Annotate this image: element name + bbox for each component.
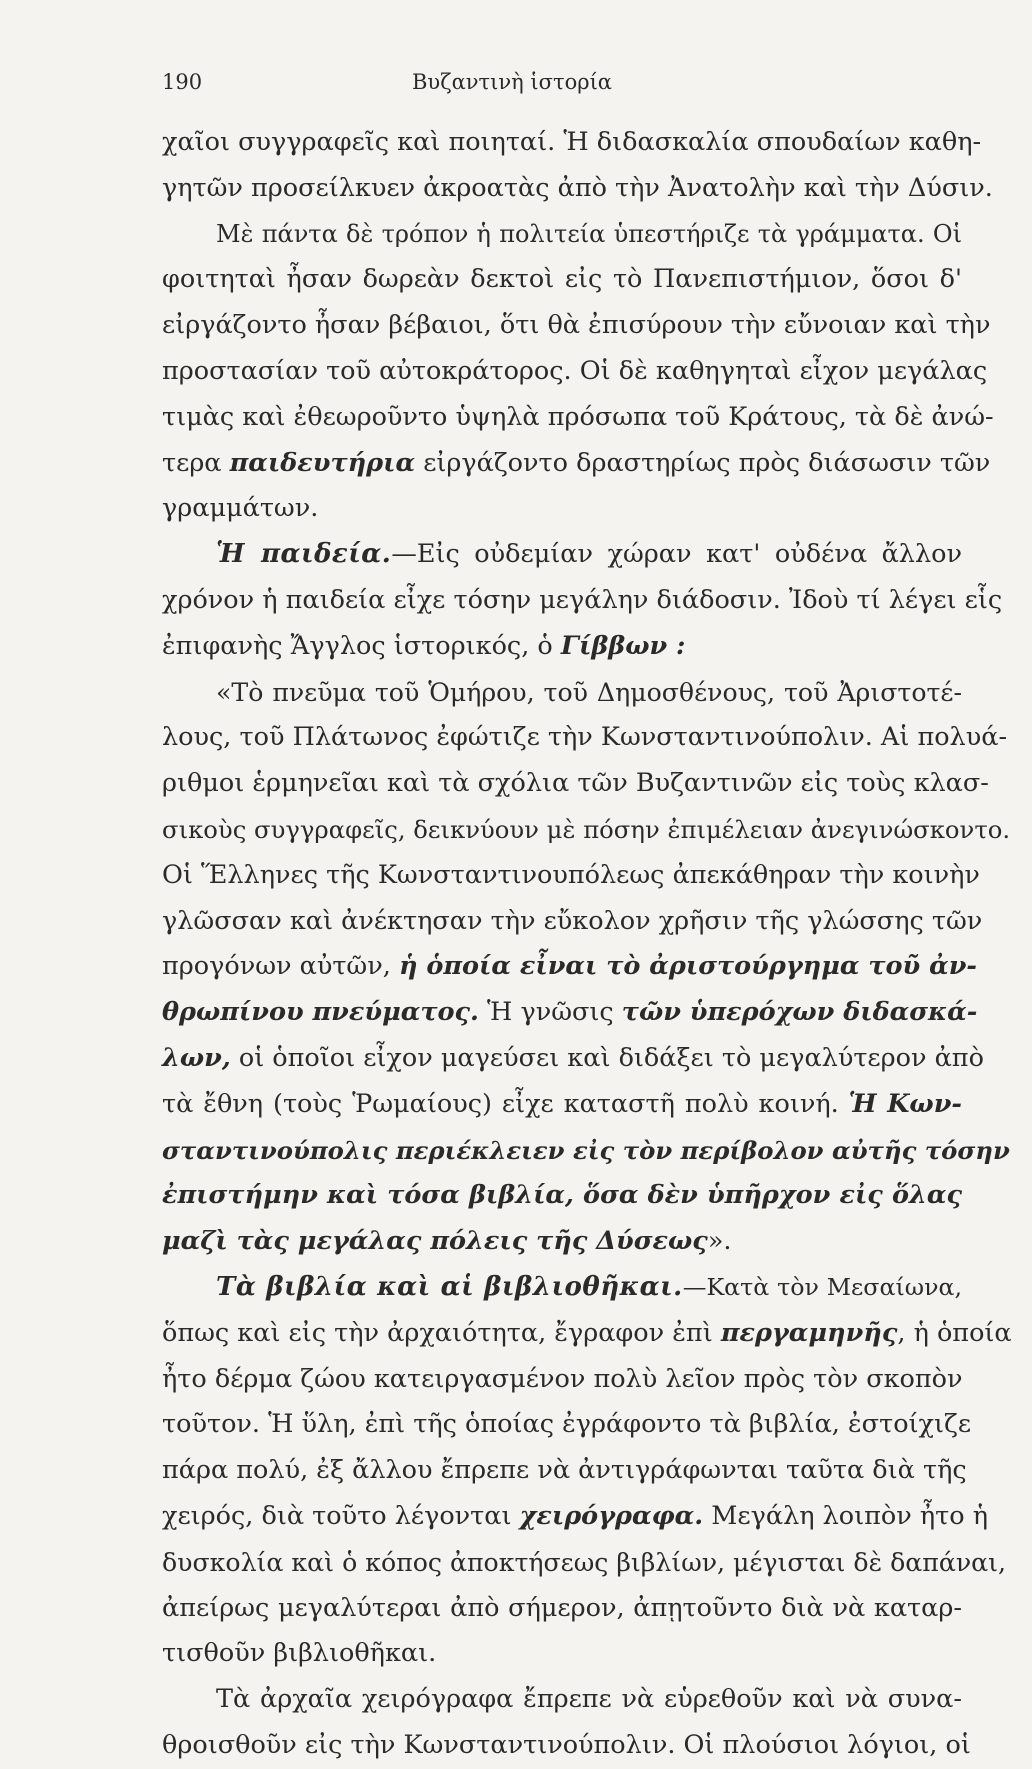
text-line: [162, 1540, 1007, 1586]
section-heading: Ἡ παιδεία.: [216, 539, 392, 570]
text-span: Ἡ γνῶσις: [487, 997, 614, 1028]
text-line: [162, 1494, 988, 1540]
text-line: [162, 212, 962, 258]
emphasis: ἡ ὁποία εἶναι τὸ ἀριστούργημα τοῦ ἀν-: [398, 951, 978, 982]
text-line: [162, 1677, 962, 1723]
text-span: χειρός, διὰ τοῦτο λέγονται: [162, 1500, 512, 1531]
text-line: [162, 395, 994, 441]
text-line: [162, 1311, 1012, 1357]
text-line: [162, 303, 991, 349]
emphasis: χειρόγραφα.: [519, 1500, 704, 1531]
text-line: [162, 257, 962, 303]
text-line: [162, 1036, 984, 1082]
text-line: [162, 1402, 972, 1448]
text-span: τερα: [162, 447, 222, 478]
running-title: Βυζαντινὴ ἱστορία: [412, 70, 612, 94]
text-span: πάρα πολύ, ἐξ ἄλλου ἔπρεπε νὰ ἀντιγράφωνται ταῦτα διὰ τῆς: [162, 1455, 967, 1486]
text-span: Τὰ ἀρχαῖα χειρόγραφα ἔπρεπε νὰ εὑρεθοῦν καὶ νὰ συνα-: [216, 1684, 962, 1715]
text-line: [162, 990, 978, 1036]
text-span: «Τὸ πνεῦμα τοῦ Ὁμήρου, τοῦ Δημοσθένους, τοῦ Ἀριστοτέ-: [216, 677, 962, 707]
text-span: γραμμάτων.: [162, 493, 319, 524]
emphasis: Ἡ Κων-: [848, 1088, 962, 1119]
text-span: τὰ ἔθνη (τοὺς Ῥωμαίους) εἶχε καταστῆ πολὺ κοινή.: [162, 1088, 839, 1119]
text-line: [162, 1219, 962, 1265]
text-span: χρόνον ἡ παιδεία εἶχε τόσην μεγάλην διάδοσιν. Ἰδοὺ τί λέγει εἷς: [162, 584, 1003, 615]
text-span: τιμὰς καὶ ἐθεωροῦντο ὑψηλὰ πρόσωπα τοῦ Κράτους, τὰ δὲ ἀνώ-: [162, 401, 994, 432]
text-span: ἀπείρως μεγαλύτεραι ἀπὸ σήμερον, ἀπῃτοῦντο διὰ νὰ καταρ-: [162, 1592, 962, 1623]
text-span: ».: [707, 1226, 732, 1257]
text-line: [162, 486, 962, 532]
text-span: , ἡ ὁποία: [897, 1317, 1012, 1348]
text-span: εἰργάζοντο ἦσαν βέβαιοι, ὅτι θὰ ἐπισύρουν τὴν εὔνοιαν καὶ τὴν: [162, 310, 991, 341]
section-heading-line: [162, 1265, 962, 1311]
text-span: φοιτηταὶ ἦσαν δωρεὰν δεκτοὶ εἰς τὸ Πανεπιστήμιον, ὅσοι δ': [162, 264, 962, 295]
text-span: σικοὺς συγγραφεῖς, δεικνύουν μὲ πόσην ἐπιμέλειαν ἀνεγινώσκοντο.: [162, 814, 1011, 844]
emphasis: μαζὶ τὰς μεγάλας πόλεις τῆς Δύσεως: [162, 1226, 708, 1257]
emphasis: λων,: [162, 1042, 231, 1073]
text-span: Μεγάλη λοιπὸν ἦτο ἡ: [711, 1500, 988, 1531]
emphasis: θρωπίνου πνεύματος.: [162, 997, 479, 1028]
text-span: ἦτο δέρμα ζώου κατειργασμένον πολὺ λεῖον πρὸς τὸν σκοπὸν: [162, 1363, 963, 1394]
text-span: —Κατὰ τὸν Μεσαίωνα,: [682, 1272, 962, 1301]
text-line: [162, 1082, 962, 1128]
text-span: γλῶσσαν καὶ ἀνέκτησαν τὴν εὔκολον χρῆσιν τῆς γλώσσης τῶν: [162, 905, 983, 936]
text-line: [162, 120, 982, 166]
text-span: εἰργάζοντο δραστηρίως πρὸς διάσωσιν τῶν: [423, 447, 991, 478]
text-line: [162, 899, 983, 945]
section-heading: Τὰ βιβλία καὶ αἱ βιβλιοθῆκαι.: [216, 1271, 683, 1302]
emphasis: περγαμηνῆς: [720, 1317, 898, 1348]
text-line: [162, 624, 962, 670]
text-span: χαῖοι συγγραφεῖς καὶ ποιηταί. Ἡ διδασκαλία σπουδαίων καθη-: [162, 127, 982, 157]
emphasis: τῶν ὑπερόχων διδασκά-: [621, 997, 978, 1028]
emphasis: Γίββων :: [560, 630, 686, 661]
text-line: [162, 1586, 962, 1632]
text-span: δυσκολία καὶ ὁ κόπος ἀποκτήσεως βιβλίων, μέγισται δὲ δαπάναι,: [162, 1547, 1007, 1577]
text-line: [162, 1357, 962, 1403]
text-span: προστασίαν τοῦ αὐτοκράτορος. Οἱ δὲ καθηγηταὶ εἶχον μεγάλας: [162, 355, 988, 386]
text-span: τισθοῦν βιβλιοθῆκαι.: [162, 1638, 437, 1669]
emphasis: σταντινούπολις περιέκλειεν εἰς τὸν περίβολον αὐτῆς τόσην: [162, 1135, 1010, 1165]
text-line: [162, 166, 993, 212]
text-span: Μὲ πάντα δὲ τρόπον ἡ πολιτεία ὑπεστήριζε τὰ γράμματα. Οἱ: [216, 219, 962, 248]
text-line: [162, 578, 1003, 624]
text-span: τοῦτον. Ἡ ὕλη, ἐπὶ τῆς ὁποίας ἐγράφοντο τὰ βιβλία, ἐστοίχιζε: [162, 1409, 972, 1440]
section-heading-line: [162, 532, 962, 578]
text-line: [162, 807, 1011, 853]
page-header: [162, 70, 962, 100]
text-line: [162, 670, 962, 716]
text-line: [162, 761, 989, 807]
page-number: 190: [162, 70, 203, 94]
body-text: [162, 120, 1012, 1769]
text-span: ριθμοι ἑρμηνεῖαι καὶ τὰ σχόλια τῶν Βυζαντινῶν εἰς τοὺς κλασ-: [162, 768, 989, 799]
text-line: [162, 1128, 1010, 1174]
text-line: [162, 1173, 962, 1219]
emphasis: ἐπιστήμην καὶ τόσα βιβλία, ὅσα δὲν ὑπῆρχον εἰς ὅλας: [162, 1180, 962, 1211]
text-line: [162, 1448, 967, 1494]
text-span: θροισθοῦν εἰς τὴν Κωνσταντινούπολιν. Οἱ πλούσιοι λόγιοι, οἱ: [162, 1729, 971, 1760]
text-span: προγόνων αὐτῶν,: [162, 951, 391, 982]
text-span: ἐπιφανὴς Ἄγγλος ἱστορικός, ὁ: [162, 630, 553, 661]
emphasis: παιδευτήρια: [229, 447, 416, 478]
text-line: [162, 853, 980, 899]
text-span: λους, τοῦ Πλάτωνος ἐφώτιζε τὴν Κωνσταντινούπολιν. Αἱ πολυά-: [162, 722, 1008, 753]
text-span: οἱ ὁποῖοι εἶχον μαγεύσει καὶ διδάξει τὸ μεγαλύτερον ἀπὸ: [238, 1042, 984, 1073]
text-line: [162, 715, 1008, 761]
text-line: [162, 1631, 962, 1677]
text-line: [162, 944, 978, 990]
text-span: ὅπως καὶ εἰς τὴν ἀρχαιότητα, ἔγραφον ἐπὶ: [162, 1317, 713, 1348]
text-span: —Εἰς οὐδεμίαν χώραν κατ' οὐδένα ἄλλον: [391, 539, 962, 570]
text-span: γητῶν προσείλκυεν ἀκροατὰς ἀπὸ τὴν Ἀνατολὴν καὶ τὴν Δύσιν.: [162, 172, 993, 203]
text-span: Οἱ Ἕλληνες τῆς Κωνσταντινουπόλεως ἀπεκάθηραν τὴν κοινὴν: [162, 859, 980, 890]
text-line: [162, 349, 988, 395]
text-line: [162, 1723, 971, 1769]
text-line: [162, 441, 991, 487]
